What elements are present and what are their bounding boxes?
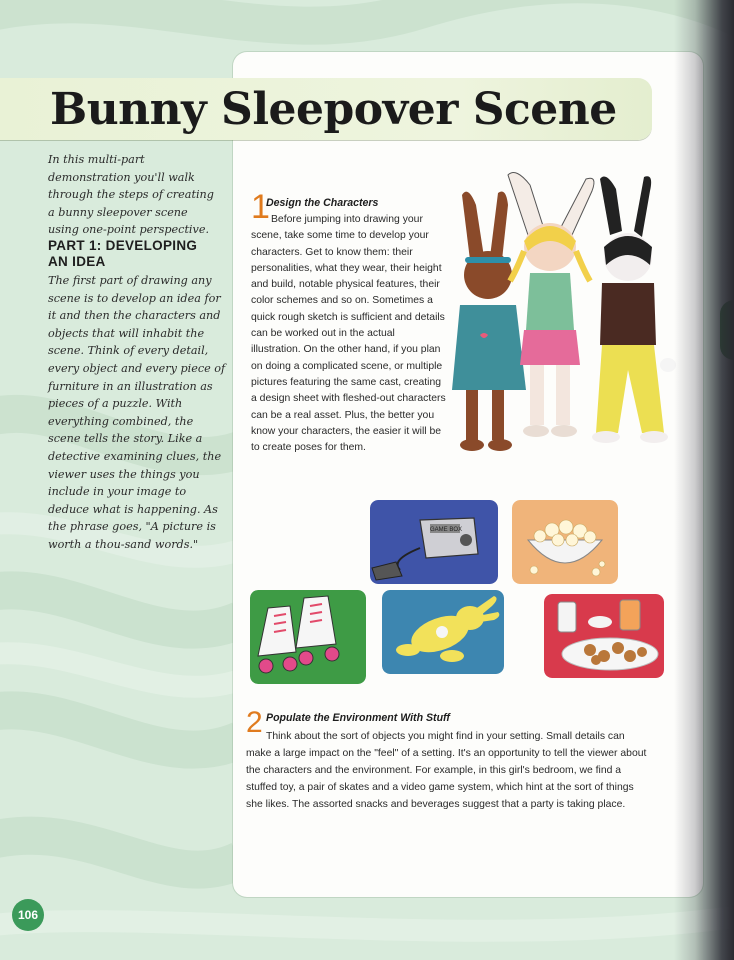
black-bunny-icon	[592, 176, 676, 443]
brown-bunny-icon	[452, 192, 526, 452]
popcorn-tile	[512, 500, 618, 584]
plush-tile	[382, 590, 504, 674]
bunny-characters-illustration	[450, 165, 690, 460]
part-body-text: The first part of drawing any scene is to develop an idea for it and then the characters and objects that will inhabit the scene. Think of every detail, every object and every piece of furniture in an illustration as pieces of a puzzle. With everything combined, the scene tells the story. Like a detective examining clues, the viewer uses the things you include in your image to deduce what is happening. As the phrase goes, "A picture is worth a thou-sand words."	[48, 274, 226, 551]
skates-tile	[250, 590, 366, 684]
part-heading: PART 1: DEVELOPING AN IDEA	[48, 238, 198, 269]
step-number-1: 1	[251, 188, 270, 226]
step-title-2: Populate the Environment With Stuff	[266, 712, 450, 724]
step-title-1: Design the Characters	[266, 197, 379, 209]
snacks-tile	[544, 594, 664, 678]
page-title: Bunny Sleepover Scene	[50, 84, 617, 135]
blonde-bunny-icon	[508, 173, 594, 437]
step-body-1	[251, 212, 446, 456]
step-body-2	[246, 728, 651, 813]
step-number-2: 2	[246, 706, 263, 739]
svg-text:GAME BOX: GAME BOX	[430, 527, 463, 533]
book-spine-shadow	[674, 0, 734, 960]
step-body-1-text: Before jumping into drawing your scene, take some time to develop your characters. Get to know them: their personalities, what they wear, their height and build, notable physical features, their color schemes and so on. Sometimes a quick rough sketch is sufficient and details can be worked out in the actual illustration. On the other hand, if you plan on doing a complicated scene, or multiple pictures featuring the same cast, creating a design sheet with fleshed-out characters can be a real asset. Plus, the better you know your characters, the easier it will be to create poses for them.	[251, 214, 446, 454]
game-console-tile	[370, 500, 498, 584]
page-number-badge: 106	[12, 899, 44, 931]
intro-text: In this multi-part demonstration you'll walk through the steps of creating a bunny sleepover scene using one-point perspective.	[48, 153, 214, 237]
step-body-2-text: Think about the sort of objects you might find in your setting. Small details can make a large impact on the "feel" of a setting. It's an opportunity to tell the viewer about the characters and the environment. For example, in this girl's bedroom, we find a stuffed toy, a pair of skates and a video game system, which hint at the sort of things she likes. The assorted snacks and beverages suggest that a party is taking place.	[246, 731, 647, 810]
